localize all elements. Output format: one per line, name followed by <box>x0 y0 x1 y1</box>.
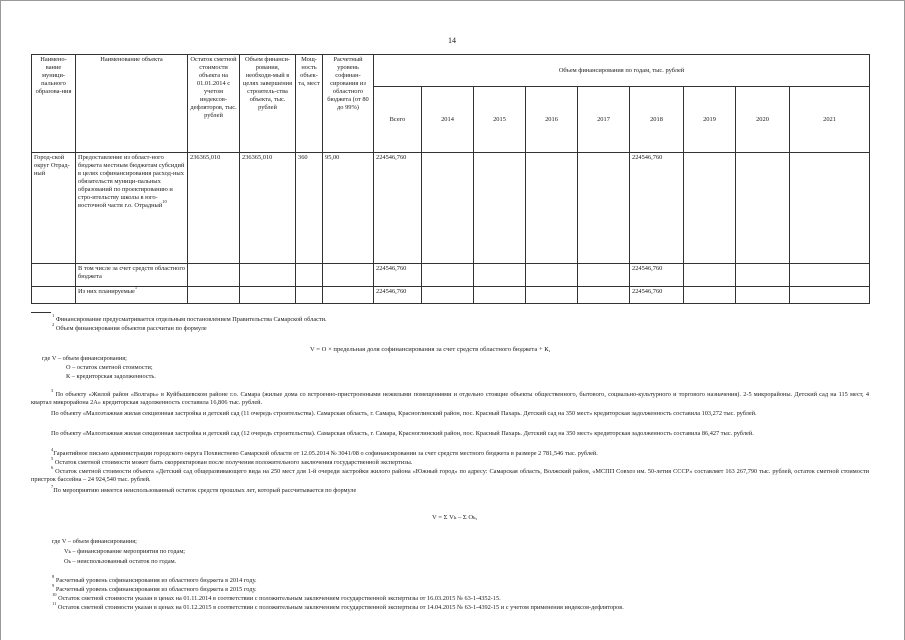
header-by-year-group: Объем финансирования по годам, тыс. рублей <box>374 55 870 87</box>
formula-remaining: V = Σ Vₖ – Σ Oₖ, <box>432 514 478 521</box>
cell-total: 224546,760 <box>374 264 422 287</box>
header-cofinancing-level: Расчетный уровень софинан-сирования из областного бюджета (от 80 до 99%) <box>323 55 374 153</box>
table-row <box>32 153 870 264</box>
header-year: 2015 <box>474 87 526 153</box>
header-year: 2020 <box>736 87 790 153</box>
header-financing-volume: Объем финанси-рования, необходи-мый в целях завершения строитель-ства объекта, тыс. рублей <box>240 55 296 153</box>
cell-2018: 224546,760 <box>630 153 684 264</box>
header-year: 2018 <box>630 87 684 153</box>
page-border-left <box>0 0 1 640</box>
footnote-separator <box>31 312 51 313</box>
formula2-where-vk: Vₖ – финансирование мероприятия по годам; <box>64 548 186 555</box>
page-border-top <box>0 0 905 1</box>
footnote-3a: $^3$ По объекту «Жилой район «Волгарь» в Куйбышевском районе г.о. Самара (жилые дома со встроенно-пристроенными нежилыми помещениями и отдельно стоящие объекты общественного, бытового, социально-культурного и торгового назначения). 2-5 микрорайоны. Детский сад на 115 мест, 4 квартал микрорайона 2А» кредиторская задолженность составила 16,806 тыс. рублей. <box>31 388 869 406</box>
cell-object-name: Из них планируемые$^1$ <box>76 287 188 304</box>
header-object-name: Наименование объекта <box>76 55 188 153</box>
footnote-2: $^2$ Объем финансирования объектов рассчитан по формуле <box>52 322 207 332</box>
financing-table <box>31 54 870 304</box>
table-row <box>32 287 870 304</box>
footnote-3c: По объекту «Малоэтажная жилая секционная застройка и детский сад (12 очередь строительства). Самарская область, г. Самара, Красноглинский район, пос. Красный Пахарь. Детский сад на 350 мест» кредиторская задолженность составила 86,427 тыс. рублей. <box>51 430 754 437</box>
footnote-10: $^{10}$ Остаток сметной стоимости указан в ценах на 01.11.2014 в соответствии с положительным заключением государственной экспертизы от 16.03.2015 № 63-1-4352-15. <box>52 592 501 602</box>
footnote-6: $^6$ Остаток сметной стоимости объекта «Детский сад общеразвивающего вида на 250 мест для 1-й очереди застройки жилого района «Южный город» по адресу: Самарская область, Волжский район, «МСПП Совхоз им. 50-летия СССР» составляет 163 267,790 тыс. рублей, остаток сметной стоимости пристрок бассейна – 24 924,540 тыс. рублей. <box>31 465 869 483</box>
cell-object-name: Предоставление из област-ного бюджета местным бюджетам субсидий в целях софинансирования расход-ных обязательств муници-пальных образований по проектированию и стро-ительству школы в юго-восточной части г.о. Отрадный$^{10}$ <box>76 153 188 264</box>
cell-capacity: 360 <box>296 153 323 264</box>
formula2-where-ok: Oₖ – неиспользованный остаток по годам. <box>64 558 177 565</box>
cell-cofinancing-level: 95,00 <box>323 153 374 264</box>
footnote-3b: По объекту «Малоэтажная жилая секционная застройка и детский сад (11 очередь строительства). Самарская область, г. Самара, Красноглинский район, пос. Красный Пахарь. Детский сад на 350 мест» кредиторская задолженность составила 103,272 тыс. рублей. <box>51 410 757 417</box>
header-remaining-cost: Остаток сметной стоимости объекта на 01.01.2014 с учетом индексов-дефляторов, тыс. рублей <box>188 55 240 153</box>
cell-object-name: В том числе за счет средств областного бюджета <box>76 264 188 287</box>
cell-remaining-cost: 236365,010 <box>188 153 240 264</box>
cell-total: 224546,760 <box>374 153 422 264</box>
cell-municipality: Город-ской округ Отрад-ный <box>32 153 76 264</box>
footnote-11: $^{11}$ Остаток сметной стоимости указан в ценах на 01.12.2015 в соответствии с положительным заключением государственной экспертизы от 14.04.2015 № 63-1-4392-15 и с учетом применения индексов-дефляторов. <box>52 601 624 611</box>
footnote-7: $^7$По мероприятию имеется неиспользованный остаток средств прошлых лет, который рассчитывается по формуле <box>51 484 357 494</box>
header-capacity: Мощ-ность объек-та, мест <box>296 55 323 153</box>
page-number: 14 <box>448 36 456 45</box>
cell-financing-volume: 236365,010 <box>240 153 296 264</box>
header-year: 2017 <box>578 87 630 153</box>
formula-where-o: О – остаток сметной стоимости; <box>66 364 153 371</box>
footnote-9: $^9$ Расчетный уровень софинансирования из областного бюджета в 2015 году. <box>52 583 257 593</box>
footnote-8: $^8$ Расчетный уровень софинансирования из областного бюджета в 2014 году. <box>52 574 257 584</box>
footnote-1: $^1$ Финансирование предусматривается отдельным постановлением Правительства Самарской области. <box>52 313 327 323</box>
header-year: 2021 <box>790 87 870 153</box>
formula-where-k: К – кредиторская задолженность. <box>66 373 156 380</box>
header-total: Всего <box>374 87 422 153</box>
formula-where: где V – объем финансирования; <box>42 355 127 362</box>
header-year: 2019 <box>684 87 736 153</box>
table-row <box>32 264 870 287</box>
header-year: 2014 <box>422 87 474 153</box>
formula2-where: где V – объем финансирования; <box>52 538 137 545</box>
cell-2018: 224546,760 <box>630 264 684 287</box>
footnote-4: $^4$Гарантийное письмо администрации городского округа Похвистнево Самарской области от 12.05.2014 № 3041/08 о софинансировании за счет средств местного бюджета в размере 2 781,546 тыс. рублей. <box>51 447 598 457</box>
header-year: 2016 <box>526 87 578 153</box>
cell-2018: 224546,760 <box>630 287 684 304</box>
footnote-5: $^5$ Остаток сметной стоимости может быть скорректирован после получения положительного заключения государственной экспертизы. <box>51 456 413 466</box>
header-municipality: Наимено-вание муници-пального образова-ния <box>32 55 76 153</box>
cell-total: 224546,760 <box>374 287 422 304</box>
formula-financing: V = O × предельная доля софинансирования за счет средств областного бюджета + К, <box>310 346 551 353</box>
